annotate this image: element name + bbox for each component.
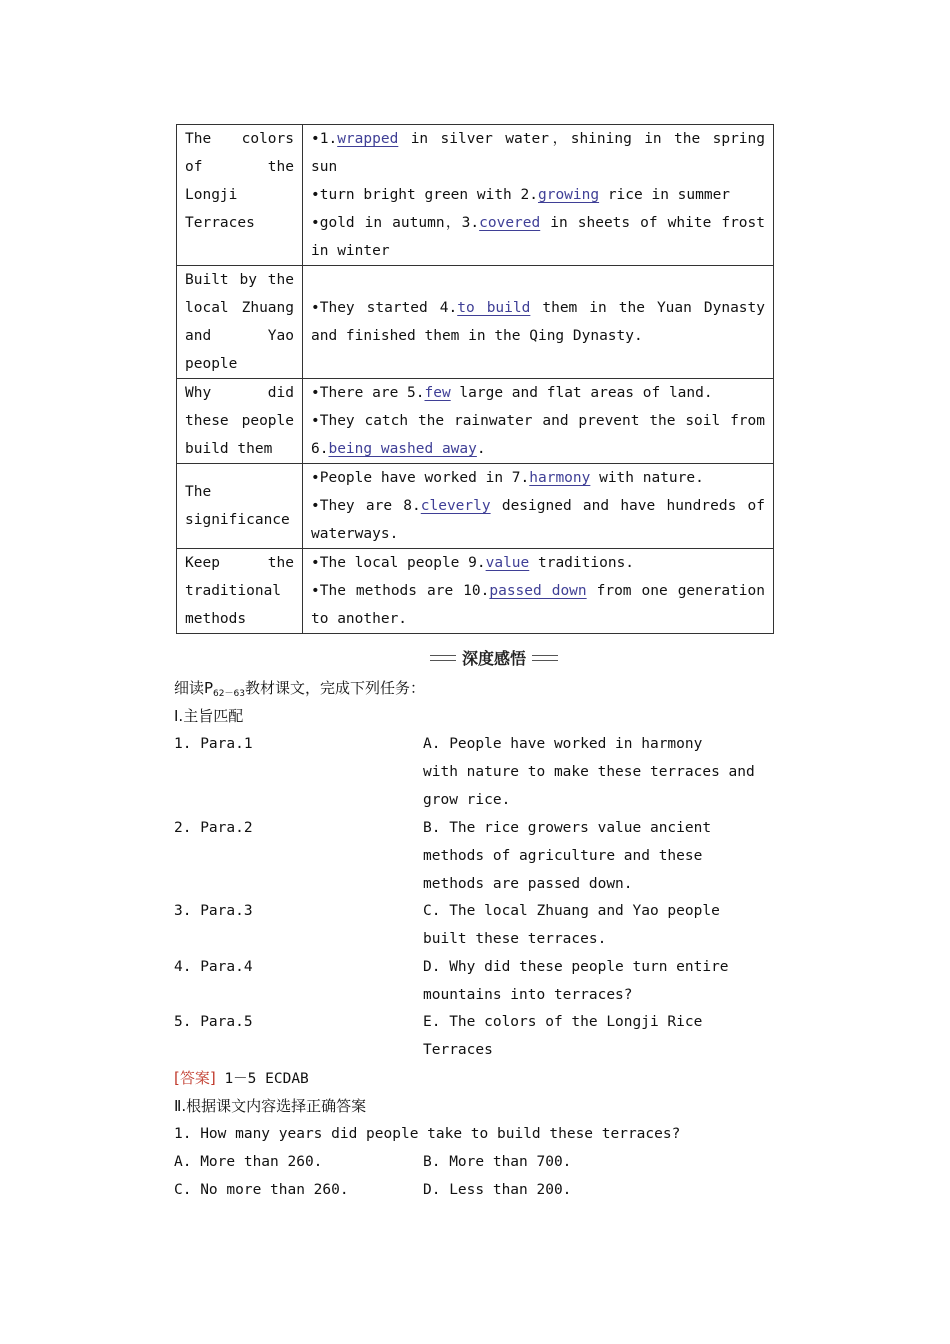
bullet-item xyxy=(311,407,765,463)
table-row xyxy=(177,549,774,634)
filled-answer: passed down xyxy=(489,583,587,599)
option-c xyxy=(423,897,720,953)
bullet-item xyxy=(311,209,765,265)
option-line: built these terraces. xyxy=(423,931,607,947)
bullet-item xyxy=(311,294,765,350)
choice-c: C. No more than 260. xyxy=(174,1182,349,1198)
bullet-text: •gold in autumn，3. xyxy=(311,215,480,231)
row-details xyxy=(303,379,774,464)
option-d xyxy=(423,953,729,1009)
filled-answer: few xyxy=(424,385,451,401)
bullet-text: •The local people 9. xyxy=(311,555,486,571)
bullet-item xyxy=(311,549,765,577)
intro-page-range: 62－63 xyxy=(213,689,245,699)
answer-value: 1－5 ECDAB xyxy=(215,1071,309,1087)
intro-text: 细读P xyxy=(174,679,214,697)
row-details xyxy=(303,125,774,266)
table-row xyxy=(177,464,774,549)
para-label: 3. Para.3 xyxy=(174,903,253,919)
bullet-text: •There are 5. xyxy=(311,385,425,401)
filled-answer: harmony xyxy=(529,470,591,486)
option-line: with nature to make these terraces and xyxy=(423,764,755,780)
bullet-text: large and flat areas of land. xyxy=(450,385,713,401)
bullet-text: them in the Yuan Dynasty and finished them in the Qing Dynasty. xyxy=(311,300,765,344)
section-banner xyxy=(430,644,558,670)
filled-answer: wrapped xyxy=(337,131,399,147)
bullet-item xyxy=(311,492,765,548)
bullet-text: . xyxy=(476,441,486,457)
option-b xyxy=(423,814,711,898)
option-a xyxy=(423,730,755,814)
filled-answer: value xyxy=(485,555,530,571)
row-topic: Why did these people build them xyxy=(177,379,303,464)
bullet-text: with nature. xyxy=(590,470,704,486)
bullet-text: in sheets of white frost in winter xyxy=(311,215,765,259)
filled-answer: to build xyxy=(457,300,531,316)
option-line: A. People have worked in harmony xyxy=(423,736,703,752)
row-topic: Built by the local Zhuang and Yao people xyxy=(177,266,303,379)
para-label: 2. Para.2 xyxy=(174,820,253,836)
bullet-text: •They started 4. xyxy=(311,300,458,316)
table-row xyxy=(177,125,774,266)
para-label: 5. Para.5 xyxy=(174,1014,253,1030)
bullet-item xyxy=(311,464,765,492)
filled-answer: growing xyxy=(537,187,600,203)
bullet-item xyxy=(311,577,765,633)
choice-d: D. Less than 200. xyxy=(423,1182,572,1198)
filled-answer: being washed away xyxy=(328,441,477,457)
banner-label: 深度感悟 xyxy=(456,646,532,669)
part2-title: Ⅱ.根据课文内容选择正确答案 xyxy=(174,1097,367,1115)
question-1: 1. How many years did people take to build these terraces? xyxy=(174,1126,681,1142)
intro-text-end: 教材课文，完成下列任务： xyxy=(244,679,425,697)
choice-a: A. More than 260. xyxy=(174,1154,323,1170)
answer-label: [答案] xyxy=(174,1069,216,1087)
choice-b: B. More than 700. xyxy=(423,1154,572,1170)
bullet-item xyxy=(311,125,765,181)
option-line: grow rice. xyxy=(423,792,511,808)
option-line: Terraces xyxy=(423,1042,493,1058)
option-line: B. The rice growers value ancient xyxy=(423,820,712,836)
bullet-text: •They are 8. xyxy=(311,498,421,514)
option-e xyxy=(423,1008,702,1064)
bullet-text: •turn bright green with 2. xyxy=(311,187,538,203)
filled-answer: covered xyxy=(479,215,541,231)
option-line: E. The colors of the Longji Rice xyxy=(423,1014,703,1030)
option-line: methods are passed down. xyxy=(423,876,633,892)
para-label: 1. Para.1 xyxy=(174,736,253,752)
option-line: mountains into terraces? xyxy=(423,987,633,1003)
bullet-text: traditions. xyxy=(529,555,635,571)
bullet-text: •They catch the rainwater and prevent the soil from 6. xyxy=(311,413,765,457)
row-details xyxy=(303,266,774,379)
row-topic: The significance xyxy=(177,464,303,549)
option-line: D. Why did these people turn entire xyxy=(423,959,729,975)
bullet-text: in silver water，shining in the spring sun xyxy=(311,131,765,175)
table-row xyxy=(177,379,774,464)
bullet-text: •People have worked in 7. xyxy=(311,470,530,486)
option-line: C. The local Zhuang and Yao people xyxy=(423,903,720,919)
option-line: methods of agriculture and these xyxy=(423,848,703,864)
row-topic: Keep the traditional methods xyxy=(177,549,303,634)
row-details xyxy=(303,549,774,634)
bullet-text: rice in summer xyxy=(599,187,731,203)
answer-line xyxy=(174,1064,309,1093)
bullet-text: designed and have hundreds of waterways. xyxy=(311,498,765,542)
row-details xyxy=(303,464,774,549)
para-label: 4. Para.4 xyxy=(174,959,253,975)
bullet-item xyxy=(311,181,765,209)
bullet-item xyxy=(311,379,765,407)
row-topic: The colors of the Longji Terraces xyxy=(177,125,303,266)
table-row xyxy=(177,266,774,379)
bullet-text: •The methods are 10. xyxy=(311,583,490,599)
bullet-text: from one generation to another. xyxy=(311,583,765,627)
bullet-text: •1. xyxy=(311,131,338,147)
part1-title: Ⅰ.主旨匹配 xyxy=(174,707,244,725)
filled-answer: cleverly xyxy=(420,498,491,514)
summary-table xyxy=(176,124,774,634)
